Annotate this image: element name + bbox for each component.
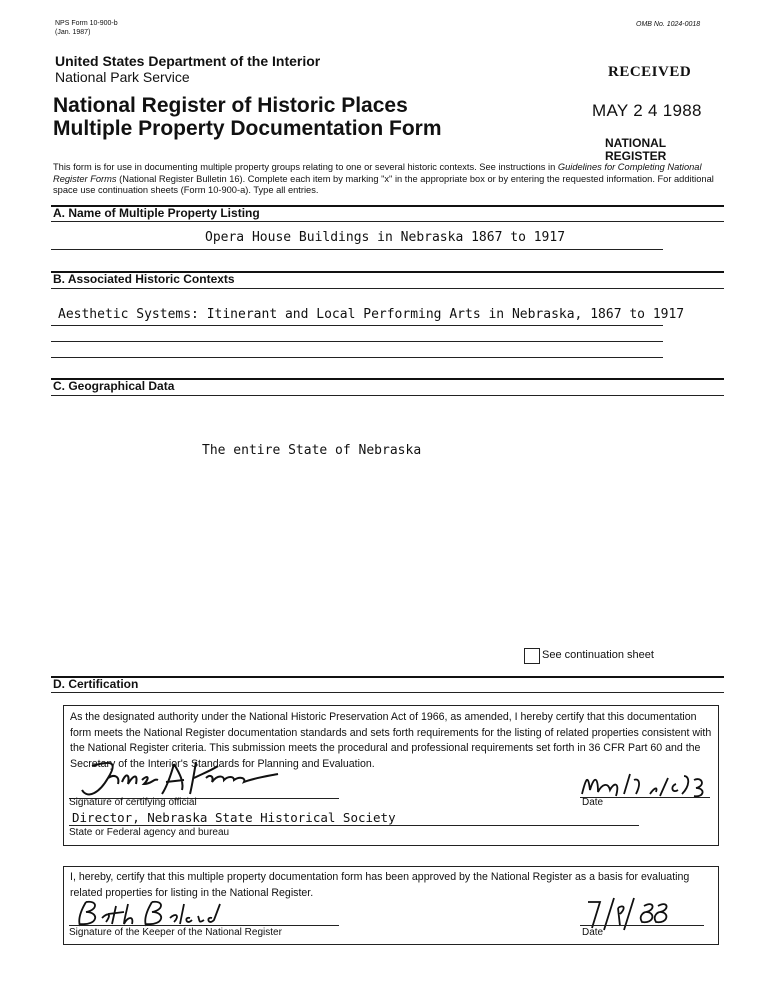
instructions-guidelines: Guidelines for Completing National Register Forms bbox=[53, 162, 702, 184]
section-b-line-2 bbox=[51, 341, 663, 342]
keeper-date-line bbox=[580, 925, 704, 926]
keeper-signature-label: Signature of the Keeper of the National Register bbox=[69, 927, 282, 938]
service-name: National Park Service bbox=[55, 69, 190, 85]
section-a-line bbox=[51, 249, 663, 250]
section-b-heading: B. Associated Historic Contexts bbox=[53, 272, 235, 286]
continuation-checkbox[interactable] bbox=[524, 648, 540, 664]
instructions-part2: (National Register Bulletin 16). Complete each item by marking "x" in the appropriate box or by entering the requested information. For additional space use continuation sheets (Form 10-900-a). Type all entries. bbox=[53, 173, 714, 195]
geographical-data: The entire State of Nebraska bbox=[202, 443, 422, 458]
title-line-1: National Register of Historic Places bbox=[53, 94, 408, 117]
agency-line bbox=[69, 825, 639, 826]
department-name: United States Department of the Interior bbox=[55, 53, 321, 69]
section-a-heading: A. Name of Multiple Property Listing bbox=[53, 206, 260, 220]
certification-statement: As the designated authority under the National Historic Preservation Act of 1966, as amended, I hereby certify that this documentation form meets the National Register documentation standards and sets forth requirements for the listing of related properties consistent with the National Register criteria. This submission meets the procedural and professional requirements set forth in 36 CFR Part 60 and the Secretary of the Interior's Standards for Planning and Evaluation. bbox=[70, 711, 712, 770]
stamp-received: RECEIVED bbox=[608, 64, 692, 80]
stamp-register: REGISTER bbox=[605, 149, 667, 163]
agency-label: State or Federal agency and bureau bbox=[69, 827, 230, 838]
stamp-national: NATIONAL bbox=[605, 136, 667, 150]
section-d-underline bbox=[51, 692, 724, 693]
omb-number: OMB No. 1024-0018 bbox=[636, 21, 701, 28]
instructions bbox=[53, 162, 716, 197]
instructions-part1: This form is for use in documenting multiple property groups relating to one or several historic contexts. See instructions in bbox=[53, 162, 558, 172]
section-d-rule bbox=[51, 676, 724, 678]
form-number: NPS Form 10-900-b bbox=[55, 20, 118, 27]
stamp-national-register bbox=[605, 137, 666, 163]
title-line-2: Multiple Property Documentation Form bbox=[53, 117, 442, 140]
section-a-underline bbox=[51, 221, 724, 222]
historic-context: Aesthetic Systems: Itinerant and Local Performing Arts in Nebraska, 1867 to 1917 bbox=[58, 307, 685, 322]
section-b-line-3 bbox=[51, 357, 663, 358]
section-c-heading: C. Geographical Data bbox=[53, 379, 175, 393]
form-date: (Jan. 1987) bbox=[55, 29, 91, 36]
stamp-date: MAY 2 4 1988 bbox=[592, 101, 702, 120]
page-title bbox=[53, 94, 442, 140]
form-number-block bbox=[55, 19, 118, 37]
keeper-statement: I, hereby, certify that this multiple property documentation form has been approved by the National Register as a basis for evaluating related properties for listing in the National Register. bbox=[70, 871, 690, 899]
section-b-line-1 bbox=[51, 325, 663, 326]
signature-label: Signature of certifying official bbox=[69, 797, 197, 808]
section-d-heading: D. Certification bbox=[53, 677, 139, 691]
multiple-property-name: Opera House Buildings in Nebraska 1867 to 1917 bbox=[205, 230, 566, 245]
date-label: Date bbox=[582, 797, 604, 808]
keeper-signature-line bbox=[69, 925, 339, 926]
section-c-underline bbox=[51, 395, 724, 396]
section-b-underline bbox=[51, 288, 724, 289]
certifying-agency: Director, Nebraska State Historical Society bbox=[72, 810, 396, 825]
continuation-label: See continuation sheet bbox=[542, 649, 654, 661]
keeper-date-label: Date bbox=[582, 927, 604, 938]
